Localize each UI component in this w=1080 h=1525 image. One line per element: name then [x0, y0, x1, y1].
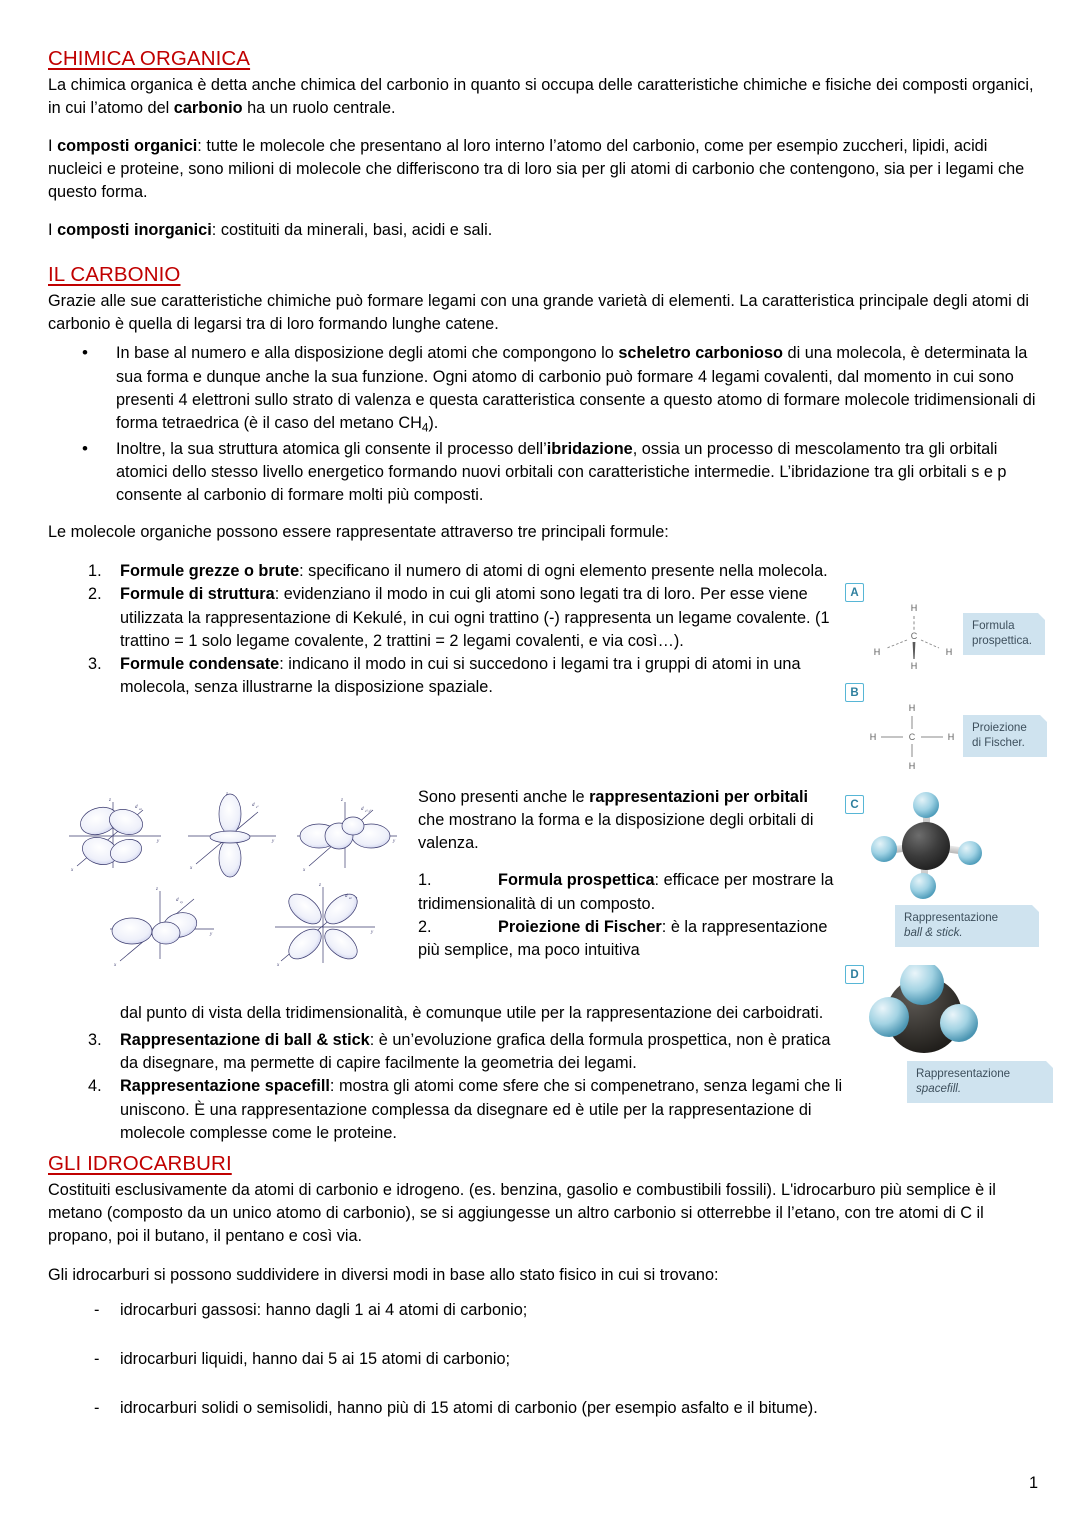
list-item: [48, 560, 848, 583]
hydrogen-atom-sphere: [871, 836, 897, 862]
caption-line: di Fischer.: [972, 735, 1025, 749]
atom-label-h: H: [869, 732, 877, 742]
text-run: : indicano il modo in cui si succedono i legami tra i gruppi di atomi in una molecola, senza illustrarne la disposizione spaziale.: [120, 654, 801, 696]
svg-text:d: d: [135, 805, 138, 810]
text-bold-carbonio: carbonio: [173, 98, 243, 117]
svg-text:z: z: [156, 887, 158, 892]
list-item: [48, 653, 848, 699]
text-bold-spacefill: Rappresentazione spacefill: [120, 1077, 330, 1096]
svg-text:z: z: [109, 798, 111, 803]
text-run: che mostrano la forma e la disposizione degli orbitali di valenza.: [418, 811, 814, 853]
bullet-list-carbonio: [48, 342, 1036, 507]
dash-list-idrocarburi: [48, 1299, 1038, 1420]
caption-line: Rappresentazione: [916, 1067, 1011, 1080]
caption-line-italic: spacefill.: [916, 1081, 962, 1095]
fischer-projection-methane-icon: [855, 699, 970, 773]
ball-and-stick-methane-icon: [863, 791, 993, 903]
svg-text:xz: xz: [139, 807, 142, 811]
atom-label-h: H: [908, 761, 916, 771]
list-item: - idrocarburi liquidi, hanno dai 5 ai 15 atomi di carbonio;: [48, 1348, 1038, 1371]
hydrogen-atom-sphere: [913, 792, 939, 818]
hydrogen-atom-sphere: [910, 873, 936, 899]
svg-text:d: d: [345, 894, 348, 899]
text-run: ).: [428, 413, 439, 432]
figure-caption-c: [895, 905, 1039, 947]
hydrogen-atom-sphere: [958, 841, 982, 865]
figure-label-c: C: [845, 795, 864, 814]
svg-text:y: y: [393, 839, 396, 844]
text-run: Sono presenti anche le: [418, 788, 590, 806]
svg-text:y: y: [157, 839, 160, 844]
caption-line: Proiezione: [972, 721, 1027, 734]
svg-text:d: d: [252, 803, 255, 808]
atom-label-h: H: [908, 703, 916, 713]
list-item: [48, 1029, 848, 1075]
atom-label-h: H: [945, 647, 953, 657]
paragraph-composti-inorganici: [48, 219, 1036, 242]
list-item: [48, 342, 1036, 436]
figure-label-b: B: [845, 683, 864, 702]
caption-line: Formula: [972, 619, 1015, 632]
hydrogen-atom-sphere: [869, 997, 909, 1037]
figure-caption-d: [907, 1061, 1053, 1103]
svg-text:z²: z²: [256, 805, 259, 809]
orbitali-side-text: [418, 786, 838, 962]
figure-block-c: [845, 795, 864, 814]
atom-label-c: C: [908, 732, 916, 742]
page-title-chimica-organica: CHIMICA ORGANICA: [48, 47, 251, 70]
svg-text:z: z: [226, 792, 228, 797]
text-bold-formula-prospettica: Formula prospettica: [498, 871, 655, 890]
figure-label-a: A: [845, 583, 864, 602]
svg-text:y: y: [210, 932, 213, 937]
svg-text:zz: zz: [349, 896, 352, 900]
text-bold-formule-grezze: Formule grezze o brute: [120, 562, 300, 581]
numbered-list-rappresentazioni: [48, 1029, 848, 1145]
text-run: I: [48, 136, 58, 155]
text-run: : è un’evoluzione grafica della formula prospettica, non è pratica da disegnare, ma permette di capire facilmente la geometria dei legami.: [120, 1031, 831, 1073]
figure-caption-a: [963, 613, 1045, 655]
text-run: La chimica organica è detta anche chimica del carbonio in quanto si occupa delle caratteristiche chimiche e fisiche dei composti organici: [48, 75, 1030, 94]
text-run: : specificano il numero di atomi di ogni elemento presente nella molecola.: [299, 562, 828, 581]
paragraph-continuation: dal punto di vista della tridimensionalità, è comunque utile per la rappresentazione dei carboidrati.: [120, 1004, 824, 1022]
figure-block-d: [845, 965, 864, 984]
text-run: , in cui l’atomo del: [48, 75, 1034, 117]
svg-text:y: y: [371, 930, 374, 935]
list-item-proiezione-fischer: [418, 916, 838, 962]
atom-label-h: H: [910, 603, 918, 613]
page-title-il-carbonio: IL CARBONIO: [48, 263, 181, 287]
figure-label-d: D: [845, 965, 864, 984]
svg-text:z: z: [319, 883, 321, 888]
text-bold-ibridazione: ibridazione: [546, 439, 633, 458]
list-item: - idrocarburi solidi o semisolidi, hanno più di 15 atomi di carbonio (per esempio asfalto e il bitume).: [48, 1397, 1038, 1420]
atom-label-h: H: [947, 732, 955, 742]
list-item: [48, 1075, 848, 1144]
orbital-diagrams-figure: [55, 782, 415, 978]
text-run: , ossia un processo di mescolamento tra gli orbitali atomici dello stesso livello energetico formando nuovi orbitali con caratteristiche intermedie. L’ibridazione tra gli orbitali s e p consente al carbonio di formare molti più composti.: [116, 439, 1007, 505]
d-orbitals-illustration: [55, 782, 415, 978]
svg-text:x: x: [114, 963, 117, 968]
svg-text:x²-y²: x²-y²: [365, 809, 372, 813]
svg-text:y: y: [272, 839, 275, 844]
atom-label-h: H: [910, 661, 918, 671]
list-item-formula-prospettica: [418, 869, 838, 915]
text-run: : tutte le molecole che presentano al loro interno l’atomo del carbonio, come per esempio zuccheri, lipidi, acidi nucleici e proteine, sono milioni di molecole che differiscono tra di loro sia per gli atomi di carbonio che contengono, sia per i legami che questo forma.: [48, 136, 1025, 202]
svg-text:z: z: [341, 798, 343, 803]
figure-caption-b: [963, 715, 1047, 757]
atom-label-h: H: [873, 647, 881, 657]
list-item: - idrocarburi gassosi: hanno dagli 1 ai 4 atomi di carbonio;: [48, 1299, 1038, 1322]
paragraph-formule-intro: Le molecole organiche possono essere rappresentate attraverso tre principali formule:: [48, 523, 669, 542]
text-bold-formule-condensate: Formule condensate: [120, 654, 280, 673]
page-title-gli-idrocarburi: GLI IDROCARBURI: [48, 1152, 232, 1175]
paragraph-rappresentazioni-orbitali: [418, 786, 838, 855]
svg-text:x: x: [303, 868, 306, 873]
paragraph-composti-organici: [48, 135, 1036, 204]
text-bold-proiezione-fischer: Proiezione di Fischer: [498, 917, 662, 936]
caption-line: Rappresentazione: [904, 911, 999, 924]
page-number: 1: [1028, 1474, 1038, 1492]
list-item: [48, 583, 848, 652]
text-run: : evidenziano il modo in cui gli atomi sono legati tra di loro. Per esse viene utilizzata la rappresentazione di Kekulé, in cui ogni trattino (-) rappresenta un legame covalente. (1 trattino = 1 solo legame covalente, 2 trattini = 2 legami covalenti, e via così…).: [120, 585, 830, 650]
svg-text:xy: xy: [180, 900, 184, 904]
paragraph-carbonio-intro: Grazie alle sue caratteristiche chimiche può formare legami con una grande varietà di elementi. La caratteristica principale degli atomi di carbonio è quella di legarsi tra di loro formando lunghe catene.: [48, 292, 1029, 334]
paragraph-idrocarburi-suddivisione: Gli idrocarburi si possono suddividere in diversi modi in base allo stato fisico in cui si trovano:: [48, 1266, 719, 1285]
text-bold-rappresentazioni-orbitali: rappresentazioni per orbitali: [589, 788, 809, 806]
svg-text:x: x: [190, 866, 193, 871]
spacefill-methane-icon: [867, 965, 985, 1061]
svg-text:x: x: [277, 963, 280, 968]
caption-line: prospettica.: [972, 633, 1032, 647]
paragraph-definizione: [48, 74, 1036, 120]
text-run: ha un ruolo centrale.: [242, 98, 396, 117]
text-run: I: [48, 221, 58, 240]
svg-text:d: d: [361, 807, 364, 812]
methane-representations-figure: [845, 583, 1040, 1113]
carbon-atom-sphere: [902, 822, 950, 870]
numbered-list-formule: [48, 560, 848, 699]
text-bold-scheletro-carbonioso: scheletro carbonioso: [618, 344, 783, 363]
text-bold-formule-struttura: Formule di struttura: [120, 585, 275, 604]
svg-text:d: d: [176, 898, 179, 903]
paragraph-idrocarburi-intro: Costituiti esclusivamente da atomi di carbonio e idrogeno. (es. benzina, gasolio e combustibili fossili). L'idrocarburo più semplice è il metano (composto da un unico atomo di carbonio), se si aggiungesse un altro carbonio si otterrebbe il l’etano, con tre atomi di C il propano, poi il butano, il pentano e così via.: [48, 1180, 996, 1245]
atom-label-c: C: [910, 631, 918, 641]
hydrogen-atom-sphere: [940, 1004, 978, 1042]
orbitali-continuation: [48, 1002, 848, 1145]
text-run: di una molecola, è determinata la sua forma e dunque anche la sua funzione. Ogni atomo di carbonio può formare 4 legami covalenti, dal momento in cui sono presenti 4 elettroni sullo strato di valenza e questa caratteristica consente a questo atomo di formare molecole tridimensionali di forma tetraedrica (è il caso del metano CH: [116, 344, 1036, 432]
text-bold-ball-stick: Rappresentazione di ball & stick: [120, 1031, 370, 1050]
text-run: Inoltre, la sua struttura atomica gli consente il processo dell’: [116, 439, 547, 458]
caption-line-italic: ball & stick.: [904, 925, 963, 939]
text-run: : è la rappresentazione più semplice, ma poco intuitiva: [418, 917, 828, 959]
text-run: In base al numero e alla disposizione degli atomi che compongono lo: [116, 344, 619, 363]
list-marker: 1.: [418, 871, 432, 890]
section-idrocarburi: [48, 1151, 1038, 1447]
perspective-formula-methane-icon: [859, 599, 969, 671]
text-run: : costituiti da minerali, basi, acidi e sali.: [211, 221, 493, 240]
text-subscript: 4: [421, 421, 429, 435]
text-run: : efficace per mostrare la tridimensionalità di un composto.: [418, 871, 834, 913]
text-run: : mostra gli atomi come sfere che si compenetrano, senza legami che li uniscono. È una rappresentazione complessa da disegnare ed è utile per la rappresentazione di molecole complesse come le proteine.: [120, 1077, 843, 1142]
list-item: [48, 438, 1036, 507]
text-bold-composti-inorganici: composti inorganici: [57, 221, 212, 240]
svg-text:x: x: [71, 868, 74, 873]
list-marker: 2.: [418, 917, 432, 936]
text-bold-composti-organici: composti organici: [57, 136, 198, 155]
